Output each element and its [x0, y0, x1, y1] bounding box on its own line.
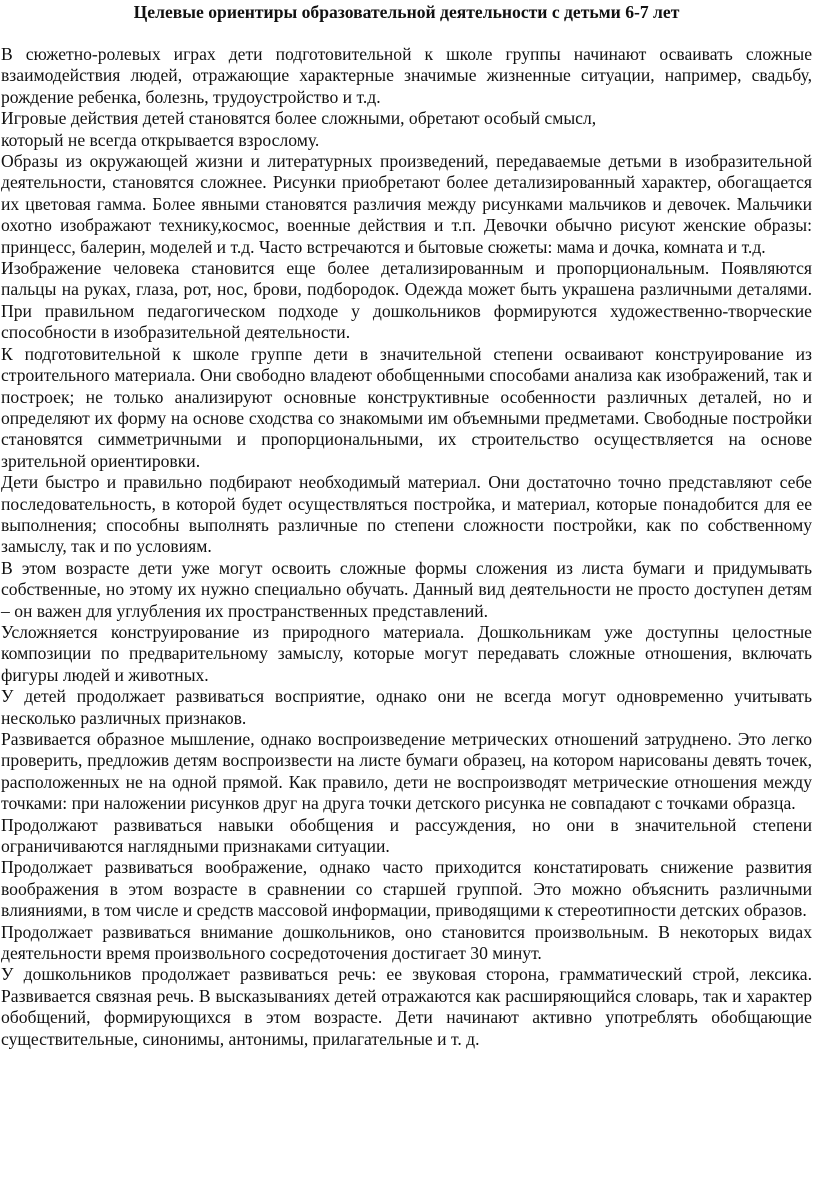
paragraph-material-selection: Дети быстро и правильно подбирают необходимый материал. Они достаточно точно представляют себе последовательность, в которой будет осуществляться постройка, и материал, которые понадобится для ее выполнения; способны выполнять различные по степени сложности постройки, как по собственному замыслу, так и по условиям. — [1, 472, 812, 557]
paragraph-attention: Продолжает развиваться внимание дошкольников, оно становится произвольным. В некоторых видах деятельности время произвольного сосредоточения достигает 30 минут. — [1, 921, 812, 964]
paragraph-perception: У детей продолжает развиваться восприятие, однако они не всегда могут одновременно учитывать несколько различных признаков. — [1, 686, 812, 728]
paragraph-drawing-images: Образы из окружающей жизни и литературных произведений, передаваемые детьми в изобразительной деятельности, становятся сложнее. Рисунки приобретают более детализированный характер, обогащается их цветовая гамма. Более явными становятся различия между рисунками мальчиков и девочек. Мальчики охотно изображают технику,космос, военные действия и т.п. Девочки обычно рисуют женские образы: принцесс, балерин, моделей и т.д. Часто встречаются и бытовые сюжеты: мама и дочка, комната и т.д. — [1, 151, 812, 257]
paragraph-imagination: Продолжает развиваться воображение, однако часто приходится констатировать снижение развития воображения в этом возрасте в сравнении со старшей группой. Это можно объяснить различными влияниями, в том числе и средств массовой информации, приводящими к стереотипности детских образов. — [1, 857, 812, 921]
paragraph-natural-material: Усложняется конструирование из природного материала. Дошкольникам уже доступны целостные композиции по предварительному замыслу, которые могут передавать сложные отношения, включать фигуры людей и животных. — [1, 621, 812, 685]
document-title: Целевые ориентиры образовательной деятельности с детьми 6-7 лет — [133, 2, 680, 22]
game-actions-line-1: Игровые действия детей становятся более сложными, обретают особый смысл, — [1, 108, 597, 129]
paragraph-game-actions — [1, 108, 812, 151]
paragraph-imaginative-thinking: Развивается образное мышление, однако воспроизведение метрических отношений затруднено. Это легко проверить, предложив детям воспроизвести на листе бумаги образец, на котором нарисованы девять точек, расположенных не на одной прямой. Как правило, дети не воспроизводят метрические отношения между точками: при наложении рисунков друг на друга точки детского рисунка не совпадают с точками образца. — [1, 729, 812, 814]
paragraph-human-image: Изображение человека становится еще более детализированным и пропорциональным. Появляются пальцы на руках, глаза, рот, нос, брови, подбородок. Одежда может быть украшена различными деталями. При правильном педагогическом подходе у дошкольников формируются художественно-творческие способности в изобразительной деятельности. — [1, 258, 812, 343]
game-actions-line-2: который не всегда открывается взрослому. — [1, 129, 320, 150]
paragraph-paper-folding: В этом возрасте дети уже могут освоить сложные формы сложения из листа бумаги и придумывать собственные, но этому их нужно специально обучать. Данный вид деятельности не просто доступен детям – он важен для углубления их пространственных представлений. — [1, 557, 812, 621]
paragraph-speech: У дошкольников продолжает развиваться речь: ее звуковая сторона, грамматический строй, лексика. Развивается связная речь. В высказываниях детей отражаются как расширяющийся словарь, так и характер обобщений, формирующихся в этом возрасте. Дети начинают активно употреблять обобщающие существительные, синонимы, антонимы, прилагательные и т. д. — [1, 964, 812, 1049]
paragraph-role-play: В сюжетно-ролевых играх дети подготовительной к школе группы начинают осваивать сложные взаимодействия людей, отражающие характерные значимые жизненные ситуации, например, свадьбу, рождение ребенка, болезнь, трудоустройство и т.д. — [1, 44, 812, 107]
paragraph-construction: К подготовительной к школе группе дети в значительной степени осваивают конструирование из строительного материала. Они свободно владеют обобщенными способами анализа как изображений, так и построек; не только анализируют основные конструктивные особенности различных деталей, но и определяют их форму на основе сходства со знакомыми им объемными предметами. Свободные постройки становятся симметричными и пропорциональными, их строительство осуществляется на основе зрительной ориентировки. — [1, 343, 812, 471]
paragraph-generalization: Продолжают развиваться навыки обобщения и рассуждения, но они в значительной степени ограничиваются наглядными признаками ситуации. — [1, 814, 812, 857]
